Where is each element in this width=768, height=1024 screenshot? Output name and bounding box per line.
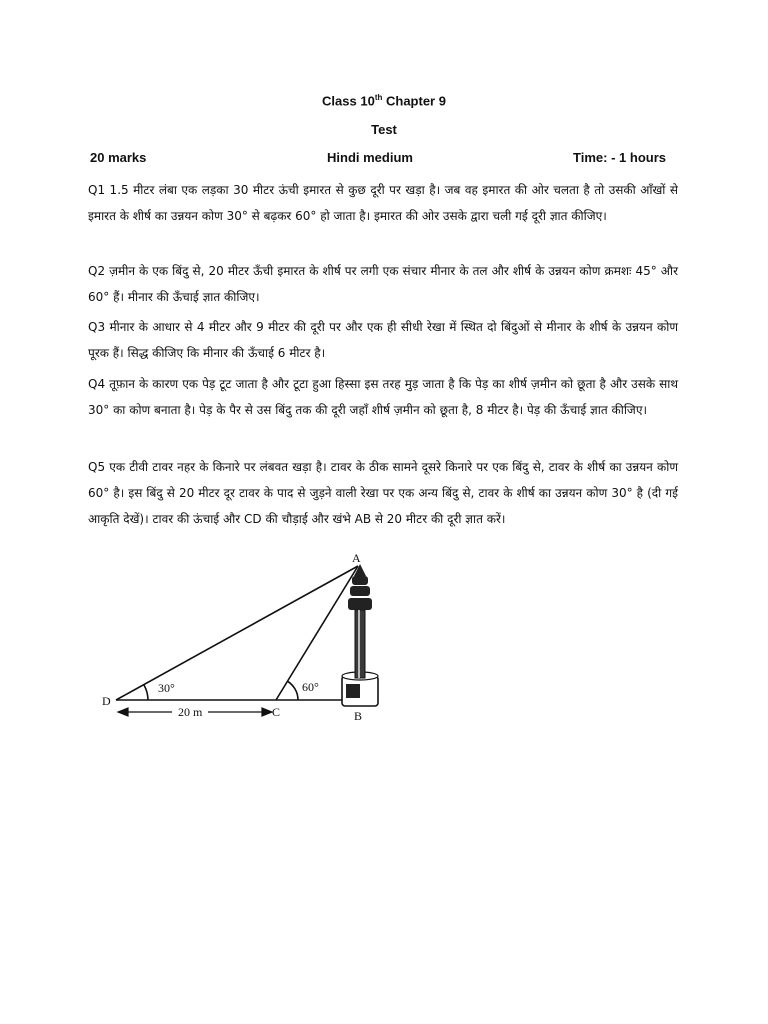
question-2: Q2 ज़मीन के एक बिंदु से, 20 मीटर ऊँची इमारत के शीर्ष पर लगी एक संचार मीनार के तल और शीर्ष के उन्नयन कोण क्रमशः 45° और 60° हैं। मीनार की ऊँचाई ज्ञात कीजिए। <box>88 264 678 304</box>
title-prefix: Class 10 <box>322 93 375 109</box>
page-subtitle: Test <box>371 122 397 137</box>
angle-c-label: 60° <box>302 680 319 694</box>
question-1: Q1 1.5 मीटर लंबा एक लड़का 30 मीटर ऊंची इमारत से कुछ दूरी पर खड़ा है। जब वह इमारत की ओर चलता है तो उसकी आँखों से इमारत के शीर्ष का उन्नयन कोण 30° से बढ़कर 60° हो जाता है। इमारत की ओर उसके द्वारा चली गई दूरी ज्ञात कीजिए। <box>88 183 678 223</box>
question-4: Q4 तूफ़ान के कारण एक पेड़ टूट जाता है और टूटा हुआ हिस्सा इस तरह मुड़ जाता है कि पेड़ का शीर्ष ज़मीन को छूता है और उसके साथ 30° का कोण बनाता है। पेड़ के पैर से उस बिंदु तक की दूरी जहाँ शीर्ष ज़मीन को छूता है, 8 मीटर है। पेड़ की ऊँचाई ज्ञात कीजिए। <box>88 377 678 417</box>
medium-label: Hindi medium <box>327 150 413 165</box>
title-suffix: Chapter 9 <box>382 93 446 109</box>
question-3: Q3 मीनार के आधार से 4 मीटर और 9 मीटर की दूरी पर और एक ही सीधी रेखा में स्थित दो बिंदुओं से मीनार के शीर्ष के उन्नयन कोण पूरक हैं। सिद्ध कीजिए कि मीनार की ऊँचाई 6 मीटर है। <box>88 320 678 360</box>
tower-dish-1 <box>348 598 372 610</box>
label-c: C <box>272 705 281 719</box>
page-title <box>0 93 768 108</box>
distance-label: 20 m <box>178 705 203 719</box>
angle-arc-d <box>144 685 148 700</box>
title-superscript: th <box>374 93 383 102</box>
angle-d-label: 30° <box>158 681 175 695</box>
angle-arc-c <box>287 681 298 700</box>
question-5: Q5 एक टीवी टावर नहर के किनारे पर लंबवत खड़ा है। टावर के ठीक सामने दूसरे किनारे पर एक बिंदु से, टावर के शीर्ष का उन्नयन कोण 60° है। इस बिंदु से 20 मीटर दूर टावर के पाद से जुड़ने वाली रेखा पर एक अन्य बिंदु से, टावर के शीर्ष का उन्नयन कोण 30° है (दी गई आकृति देखें)। टावर की ऊंचाई और CD की चौड़ाई और खंभे AB से 20 मीटर की दूरी ज्ञात करें। <box>88 460 678 526</box>
tower-figure <box>96 548 396 723</box>
tower-dish-2 <box>350 586 370 596</box>
meta-row <box>90 150 666 168</box>
line-da <box>116 566 358 700</box>
tower-dish-3 <box>352 576 368 585</box>
time-label: Time: - 1 hours <box>573 150 666 165</box>
label-d: D <box>102 694 111 708</box>
marks-label: 20 marks <box>90 150 147 165</box>
tower <box>342 564 378 706</box>
label-b: B <box>354 709 363 723</box>
label-a: A <box>352 551 361 565</box>
